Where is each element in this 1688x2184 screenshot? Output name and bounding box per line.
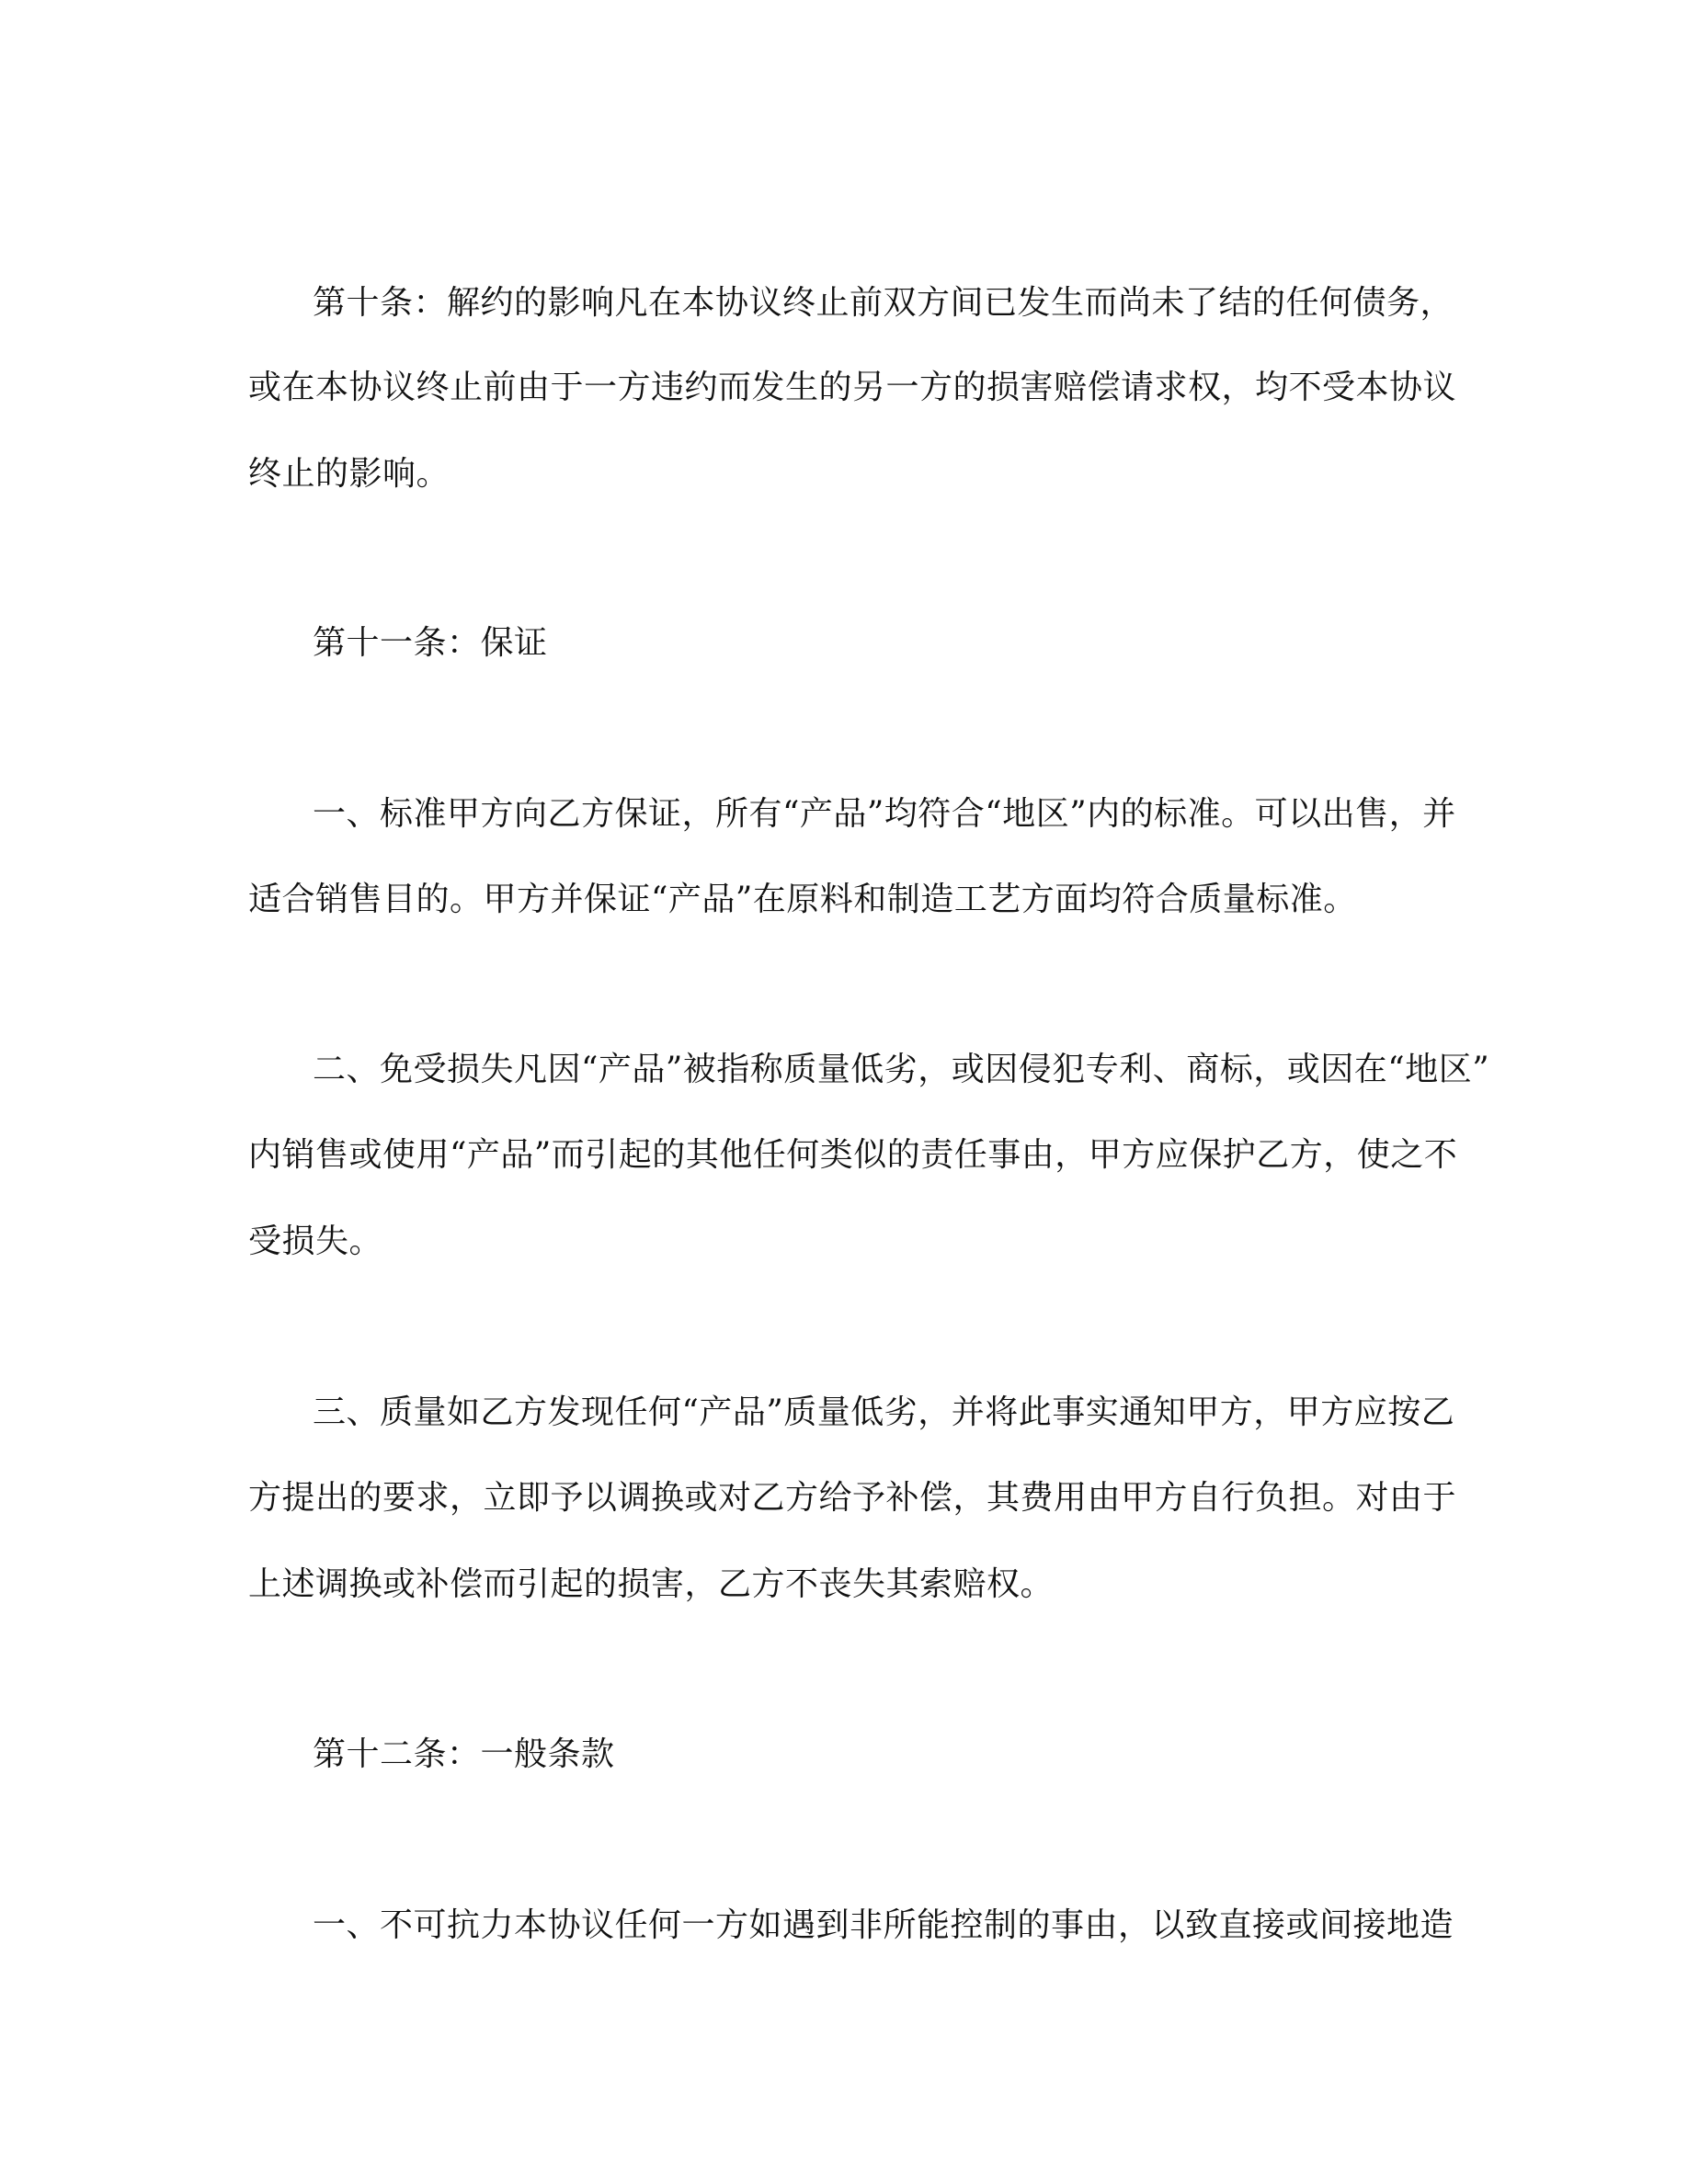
- article-10-line-3: 终止的影响。: [248, 455, 451, 493]
- article-10-line-1: 第十条：解约的影响凡在本协议终止前双方间已发生而尚未了结的任何债务，: [313, 284, 1454, 322]
- article-12-heading: 第十二条：一般条款: [313, 1735, 615, 1773]
- article-10-line-2: 或在本协议终止前由于一方违约而发生的另一方的损害赔偿请求权，均不受本协议: [248, 369, 1457, 406]
- article-11-item-3-line-1: 三、质量如乙方发现任何“产品”质量低劣，并将此事实通知甲方，甲方应按乙: [313, 1393, 1455, 1431]
- article-11-item-2-line-2: 内销售或使用“产品”而引起的其他任何类似的责任事由，甲方应保护乙方，使之不: [248, 1136, 1458, 1174]
- article-11-item-1-line-2: 适合销售目的。甲方并保证“产品”在原料和制造工艺方面均符合质量标准。: [248, 881, 1357, 918]
- article-11-item-2-line-1: 二、免受损失凡因“产品”被指称质量低劣，或因侵犯专利、商标，或因在“地区”: [313, 1051, 1490, 1088]
- article-11-item-1-line-1: 一、标准甲方向乙方保证，所有“产品”均符合“地区”内的标准。可以出售，并: [313, 795, 1456, 833]
- article-11-item-3-line-2: 方提出的要求，立即予以调换或对乙方给予补偿，其费用由甲方自行负担。对由于: [248, 1479, 1457, 1517]
- article-11-item-3-line-3: 上述调换或补偿而引起的损害，乙方不丧失其索赔权。: [248, 1565, 1055, 1603]
- article-11-heading: 第十一条：保证: [313, 624, 548, 662]
- article-12-item-1-line-1: 一、不可抗力本协议任何一方如遇到非所能控制的事由，以致直接或间接地造: [313, 1906, 1454, 1944]
- article-11-item-2-line-3: 受损失。: [248, 1223, 383, 1260]
